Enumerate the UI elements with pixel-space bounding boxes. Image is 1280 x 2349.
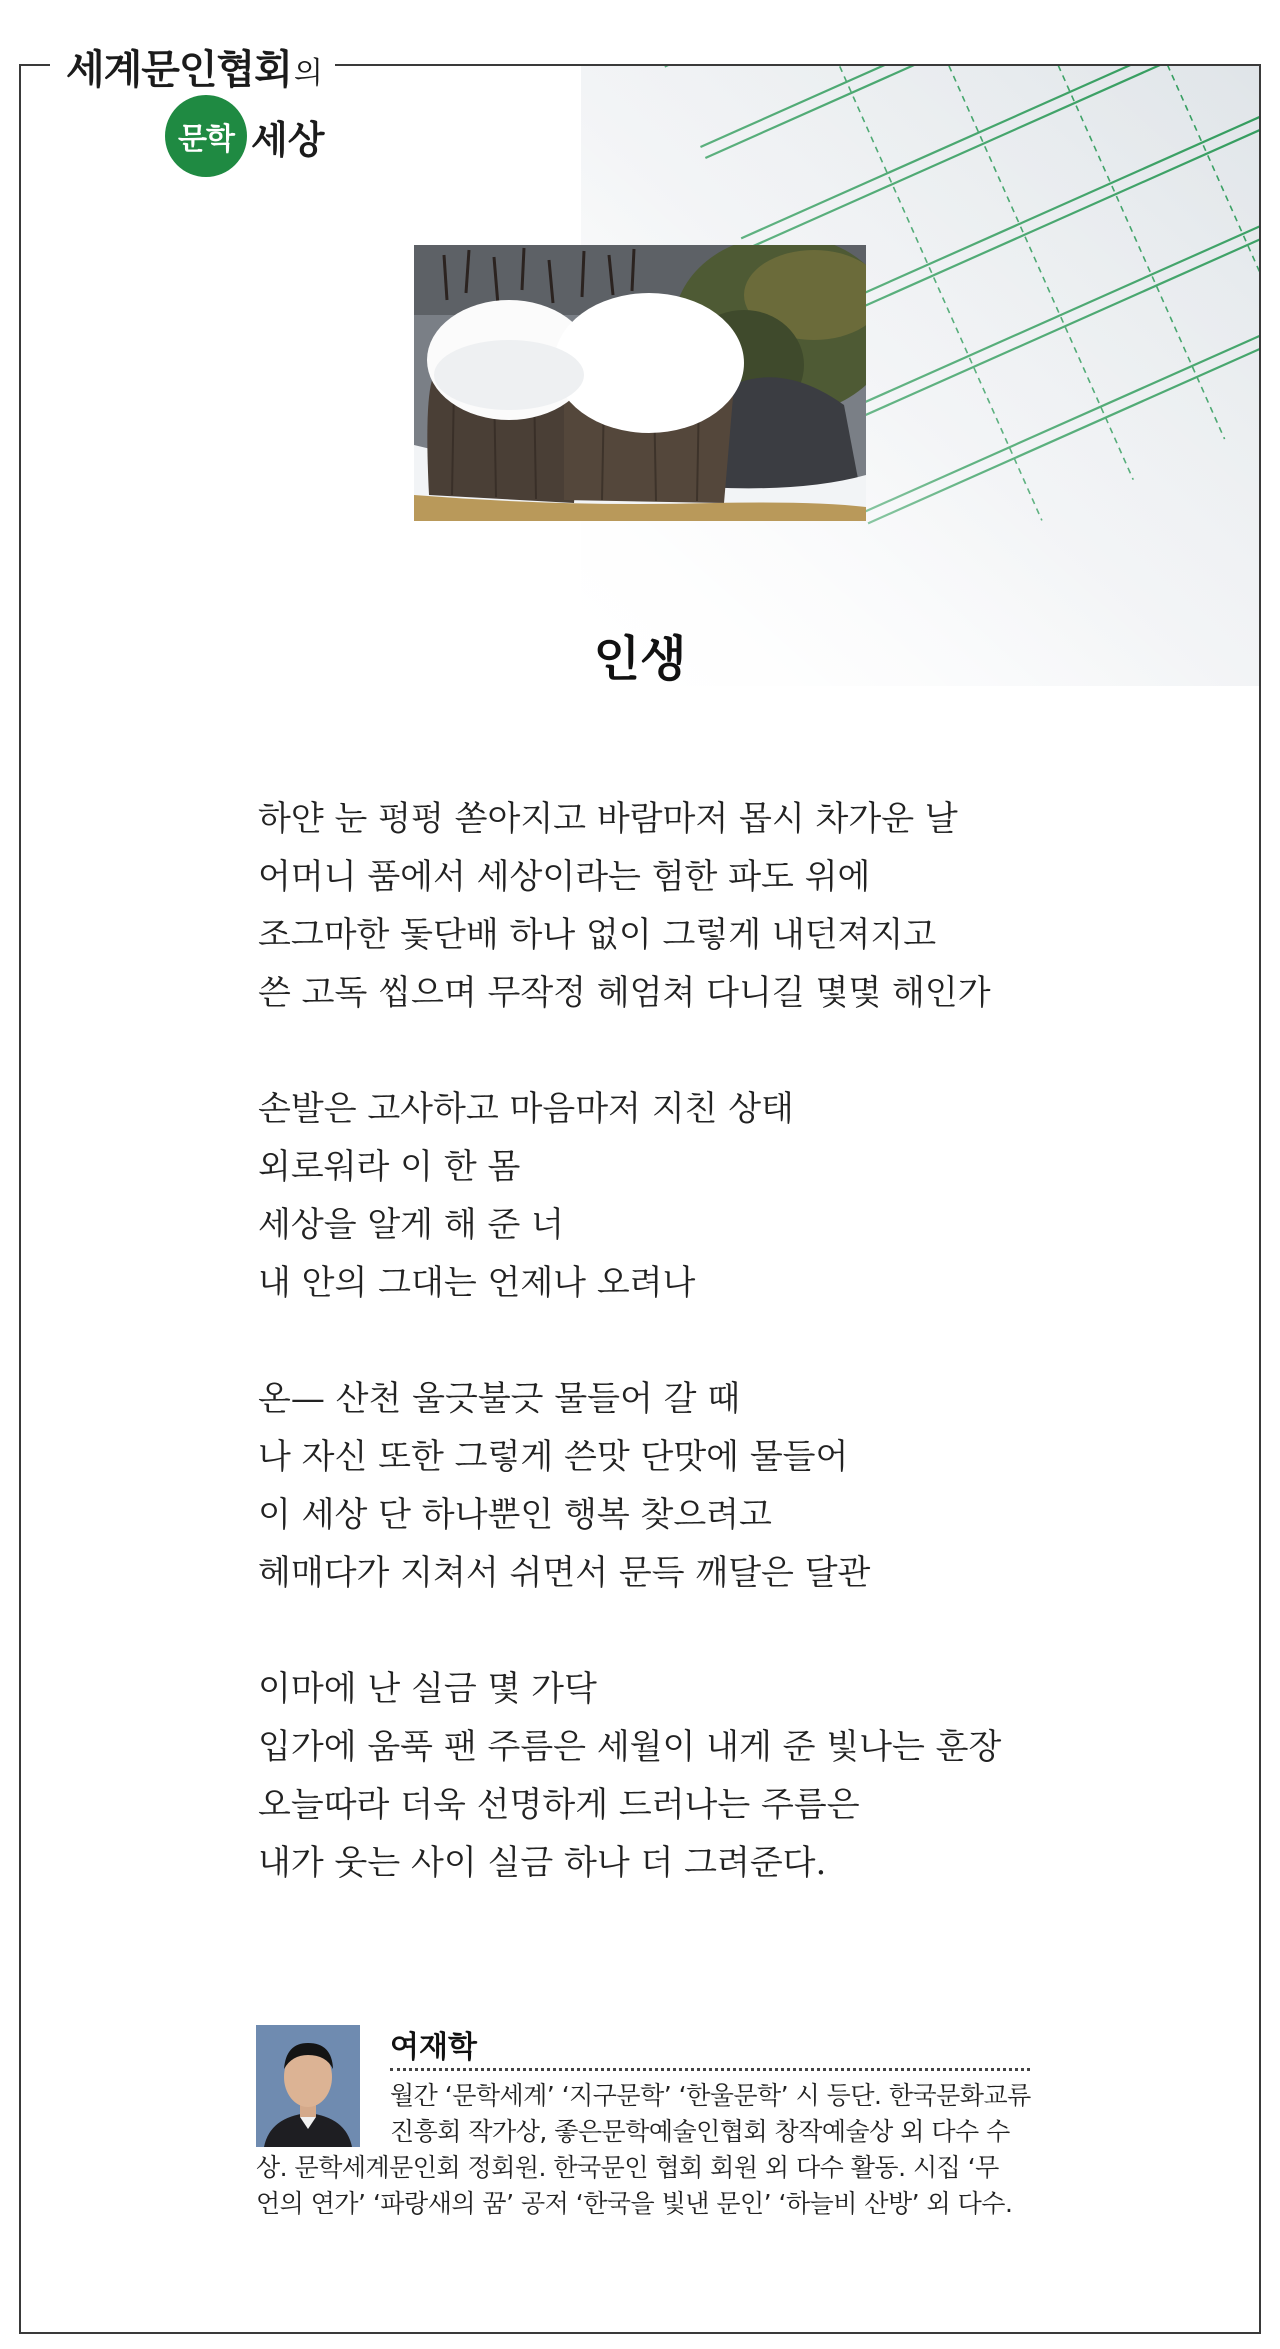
poem-line: 입가에 움푹 팬 주름은 세월이 내게 준 빛나는 훈장: [258, 1727, 1002, 1767]
poem-line: 어머니 품에서 세상이라는 험한 파도 위에: [258, 857, 871, 897]
header-title: [50, 38, 335, 95]
header-subtitle: [165, 95, 324, 177]
literature-badge: 문학: [165, 95, 247, 177]
poem-line: 외로워라 이 한 몸: [258, 1147, 521, 1187]
stanza: [258, 790, 1078, 1022]
poem-line: 하얀 눈 펑펑 쏟아지고 바람마저 몹시 차가운 날: [258, 799, 958, 839]
stanza: [258, 1080, 1078, 1312]
poem-title: 인생: [593, 631, 687, 687]
bio-line: 월간 ‘문학세계’ ‘지구문학’ ‘한울문학’ 시 등단. 한국문화교류: [390, 2081, 1031, 2110]
poem-line: 세상을 알게 해 준 너: [258, 1205, 564, 1245]
subtitle-text: 세상: [251, 117, 325, 162]
author-divider: [390, 2068, 1030, 2071]
poem-line: 나 자신 또한 그렇게 쓴맛 단맛에 물들어: [258, 1437, 849, 1477]
org-suffix: 의: [293, 56, 323, 91]
bio-line: 진흥회 작가상, 좋은문학예술인협회 창작예술상 외 다수 수: [390, 2117, 1010, 2146]
snow-stumps-photo: [414, 245, 866, 521]
poem-line: 손발은 고사하고 마음마저 지친 상태: [258, 1089, 794, 1129]
poem-line: 조그마한 돛단배 하나 없이 그렇게 내던져지고: [258, 915, 937, 955]
poem-line: 이마에 난 실금 몇 가닥: [258, 1669, 597, 1709]
author-name: 여재학: [390, 2030, 477, 2065]
poem-line: 내 안의 그대는 언제나 오려나: [258, 1263, 696, 1303]
bio-line: 상. 문학세계문인회 정회원. 한국문인 협회 회원 외 다수 활동. 시집 ‘무: [256, 2153, 999, 2182]
poem-line: 이 세상 단 하나뿐인 행복 찾으려고: [258, 1495, 772, 1535]
poem-line: 쓴 고독 씹으며 무작정 헤엄쳐 다니길 몇몇 해인가: [258, 973, 991, 1013]
poem-line: 내가 웃는 사이 실금 하나 더 그려준다.: [258, 1843, 827, 1883]
bio-line: 언의 연가’ ‘파랑새의 꿈’ 공저 ‘한국을 빛낸 문인’ ‘하늘비 산방’ 외 다수.: [256, 2189, 1013, 2218]
poem-line: 헤매다가 지쳐서 쉬면서 문득 깨달은 달관: [258, 1553, 871, 1593]
stanza: [258, 1370, 1078, 1602]
poem-body: [258, 790, 1078, 1950]
poem-line: 온— 산천 울긋불긋 물들어 갈 때: [258, 1379, 741, 1419]
poem-line: 오늘따라 더욱 선명하게 드러나는 주름은: [258, 1785, 860, 1825]
stanza: [258, 1660, 1078, 1892]
author-bio: [256, 2078, 1036, 2222]
org-name: 세계문인협회: [66, 47, 292, 93]
